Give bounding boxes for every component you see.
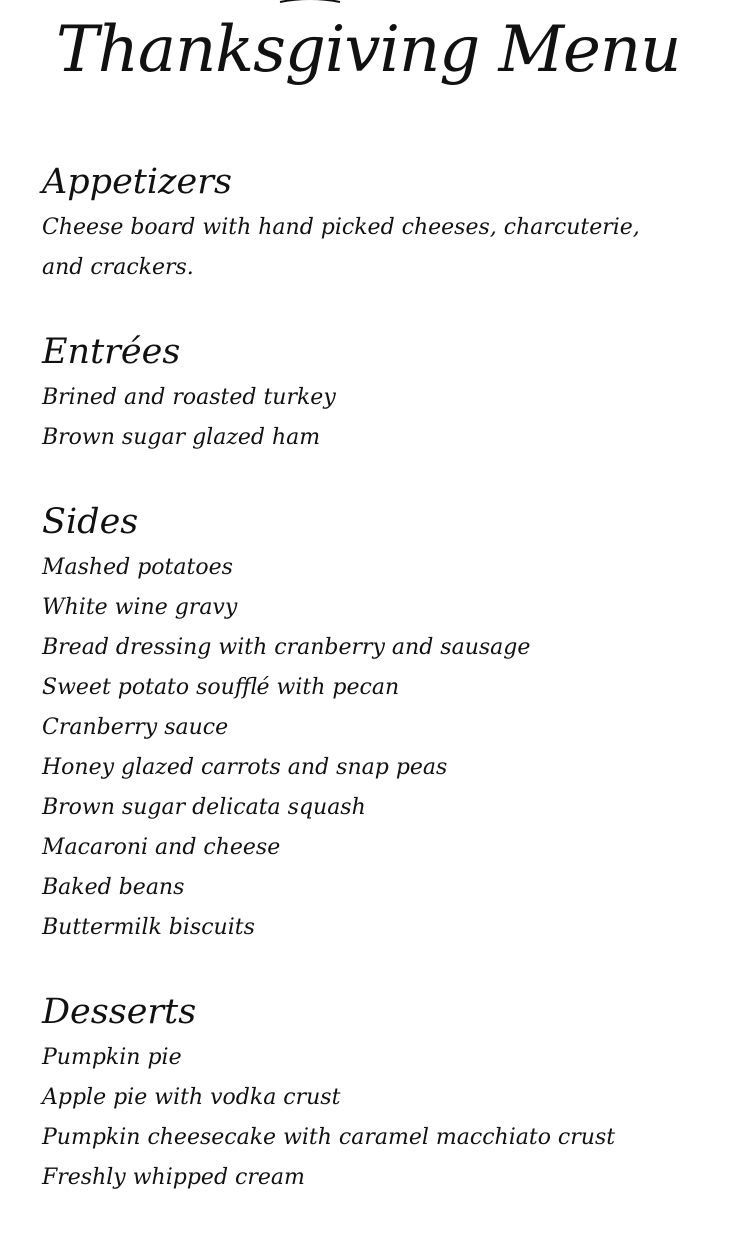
- list-item: Freshly whipped cream: [42, 1165, 305, 1190]
- list-item: Mashed potatoes: [42, 555, 233, 580]
- section-entrees: [42, 326, 682, 458]
- list-item: Honey glazed carrots and snap peas: [42, 755, 448, 780]
- list-item: Cranberry sauce: [42, 715, 229, 740]
- menu-content: [42, 156, 682, 1236]
- section-heading-entrees: Entrées: [42, 332, 181, 372]
- list-item: Sweet potato soufflé with pecan: [42, 675, 400, 700]
- section-sides: [42, 496, 682, 948]
- section-heading-appetizers: Appetizers: [42, 162, 232, 202]
- list-item: Bread dressing with cranberry and sausage: [42, 635, 531, 660]
- list-item: Pumpkin cheesecake with caramel macchiato crust: [42, 1125, 616, 1150]
- list-item: Brown sugar delicata squash: [42, 795, 366, 820]
- list-item: Brown sugar glazed ham: [42, 425, 321, 450]
- desserts-list: [42, 1038, 682, 1198]
- menu-title-graphic: [50, 0, 681, 122]
- list-item: White wine gravy: [42, 595, 238, 620]
- entrees-list: [42, 378, 682, 458]
- appetizers-list: [42, 208, 682, 288]
- section-heading-sides: Sides: [42, 502, 139, 542]
- list-item: Brined and roasted turkey: [42, 385, 336, 410]
- section-appetizers: [42, 156, 682, 288]
- list-item: Apple pie with vodka crust: [42, 1085, 341, 1110]
- list-item: Baked beans: [42, 875, 185, 900]
- sides-list: [42, 548, 682, 948]
- list-item: Cheese board with hand picked cheeses, charcuterie, and crackers.: [42, 215, 640, 280]
- menu-title: Thanksgiving Menu: [56, 13, 681, 87]
- section-desserts: [42, 986, 682, 1198]
- list-item: Buttermilk biscuits: [42, 915, 255, 940]
- list-item: Pumpkin pie: [42, 1045, 182, 1070]
- section-heading-desserts: Desserts: [42, 992, 197, 1032]
- list-item: Macaroni and cheese: [42, 835, 281, 860]
